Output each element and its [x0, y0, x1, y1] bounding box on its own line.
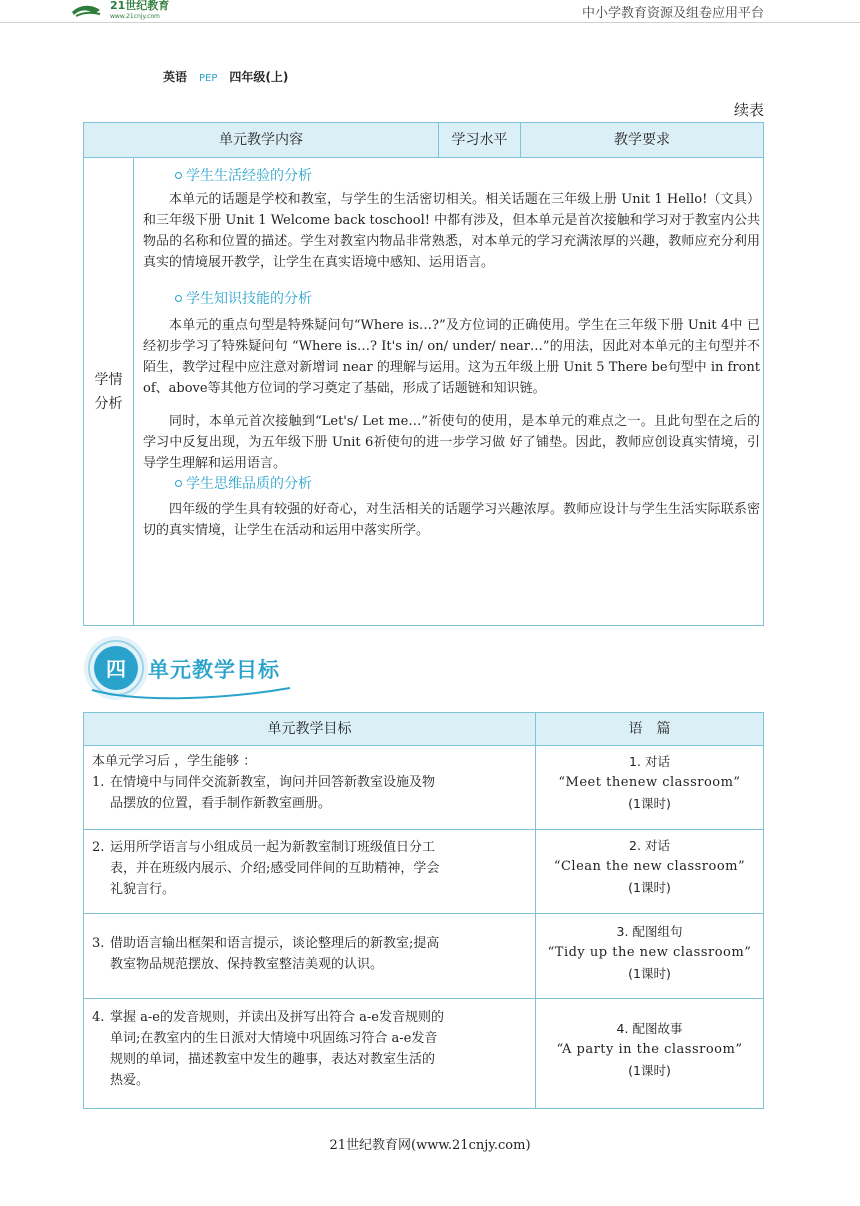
analysis-table [83, 122, 764, 626]
text-cell-1: 1. 对话 “Meet thenew classroom” (1课时) [558, 754, 741, 811]
section-heading-thinking: 学生思维品质的分析 [175, 473, 312, 493]
paragraph-knowledge-2: 同时，本单元首次接触到“Let's/ Let me…”祈使句的使用，是本单元的难点之一。且此句型在之后的学习中反复出现，为五年级下册 Unit 6祈使句的进一步学习做 好了铺垫。因此，教师应创设真实情境，引导学生理解和运用语言。 [143, 414, 760, 471]
paragraph-life: 本单元的话题是学校和教室，与学生的生活密切相关。相关话题在三年级上册 Unit 1 Hello!（文具）和三年级下册 Unit 1 Welcome back toschool! 中都有涉及，但本单元是首次接触和学习对于教室内公共物品的名称和位置的描述。学生对教室内物品非常熟悉，对本单元的学习充满浓厚的兴趣，教师应充分利用真实的情境展开教学，让学生在真实语境中感知、运用语言。 [143, 192, 760, 270]
text-cell-4: 4. 配图故事 “A party in the classroom” (1课时) [556, 1021, 743, 1078]
bullet-icon [175, 172, 182, 179]
header-content: 单元教学内容 [219, 132, 303, 148]
section-heading-knowledge: 学生知识技能的分析 [175, 288, 312, 308]
footer: 21世纪教育网(www.21cnjy.com) [329, 1138, 531, 1153]
header-divider [0, 22, 860, 23]
edition: PEP [199, 73, 218, 84]
paragraph-knowledge-1: 本单元的重点句型是特殊疑问句“Where is…?”及方位词的正确使用。学生在三年级下册 Unit 4中 已经初步学习了特殊疑问句 “Where is…? It's in/ on/ under/ near…”的用法，因此对本单元的主句型并不陌生，教学过程中应注意对新增词 near 的理解与运用。这为五年级上册 Unit 5 There be句型中 in front of、above等其他方位词的学习奠定了基础，形成了话题链和知识链。 [143, 318, 760, 396]
site-logo [70, 0, 230, 20]
goal-row-1: 本单元学习后 ，学生能够 ： 1. 在情境中与同伴交流新教室，询问并回答新教室设施及物 品摆放的位置，看手制作新教室画册。 [92, 751, 522, 814]
header-requirement: 教学要求 [614, 132, 670, 148]
goal-intro: 本单元学习后 ，学生能够 ： [92, 754, 257, 769]
objectives-table [83, 712, 764, 1109]
objectives-table-header [84, 713, 763, 746]
banner-number: 四 [106, 657, 126, 681]
continued-label: 续表 [733, 101, 764, 119]
subject: 英语 [163, 70, 188, 84]
banner-title: 单元教学目标 [148, 658, 280, 682]
bullet-icon [175, 480, 182, 487]
subject-line [163, 68, 288, 85]
text-cell-2: 2. 对话 “Clean the new classroom” (1课时) [553, 838, 746, 895]
header-texts: 语 篇 [628, 721, 671, 737]
header-objectives: 单元教学目标 [267, 721, 352, 737]
goal-row-2: 2. 运用所学语言与小组成员一起为新教室制订班级值日分工 表，并在班级内展示、介绍;感受同伴间的互助精神，学会 礼貌言行。 [92, 840, 440, 897]
logo-text: 21世纪教育 [110, 0, 170, 12]
bullet-icon [175, 295, 182, 302]
goal-row-3: 3. 借助语言输出框架和语言提示，谈论整理后的新教室;提高 教室物品规范摆放、保持教室整洁美观的认识。 [92, 936, 440, 972]
text-cell-3: 3. 配图组句 “Tidy up the new classroom” (1课时) [547, 924, 752, 981]
row-label: 学情 分析 [94, 372, 123, 412]
paragraph-thinking: 四年级的学生具有较强的好奇心，对生活相关的话题学习兴趣浓厚。教师应设计与学生生活实际联系密切的真实情境，让学生在活动和运用中落实所学。 [143, 502, 760, 538]
goal-row-4: 4. 掌握 a-e的发音规则，并读出及拼写出符合 a-e发音规则的 单词;在教室内的生日派对大情境中巩固练习符合 a-e发音 规则的单词，描述教室中发生的趣事，表达对教室生活的 热爱。 [92, 1010, 444, 1088]
platform-name: 中小学教育资源及组卷应用平台 [581, 6, 764, 21]
header-level: 学习水平 [451, 132, 508, 148]
left-column-divider [133, 157, 134, 625]
logo-url: www.21cnjy.com [110, 13, 160, 20]
section-heading-life: 学生生活经验的分析 [175, 165, 312, 185]
grade: 四年级(上) [229, 70, 289, 84]
analysis-table-header [84, 123, 763, 158]
